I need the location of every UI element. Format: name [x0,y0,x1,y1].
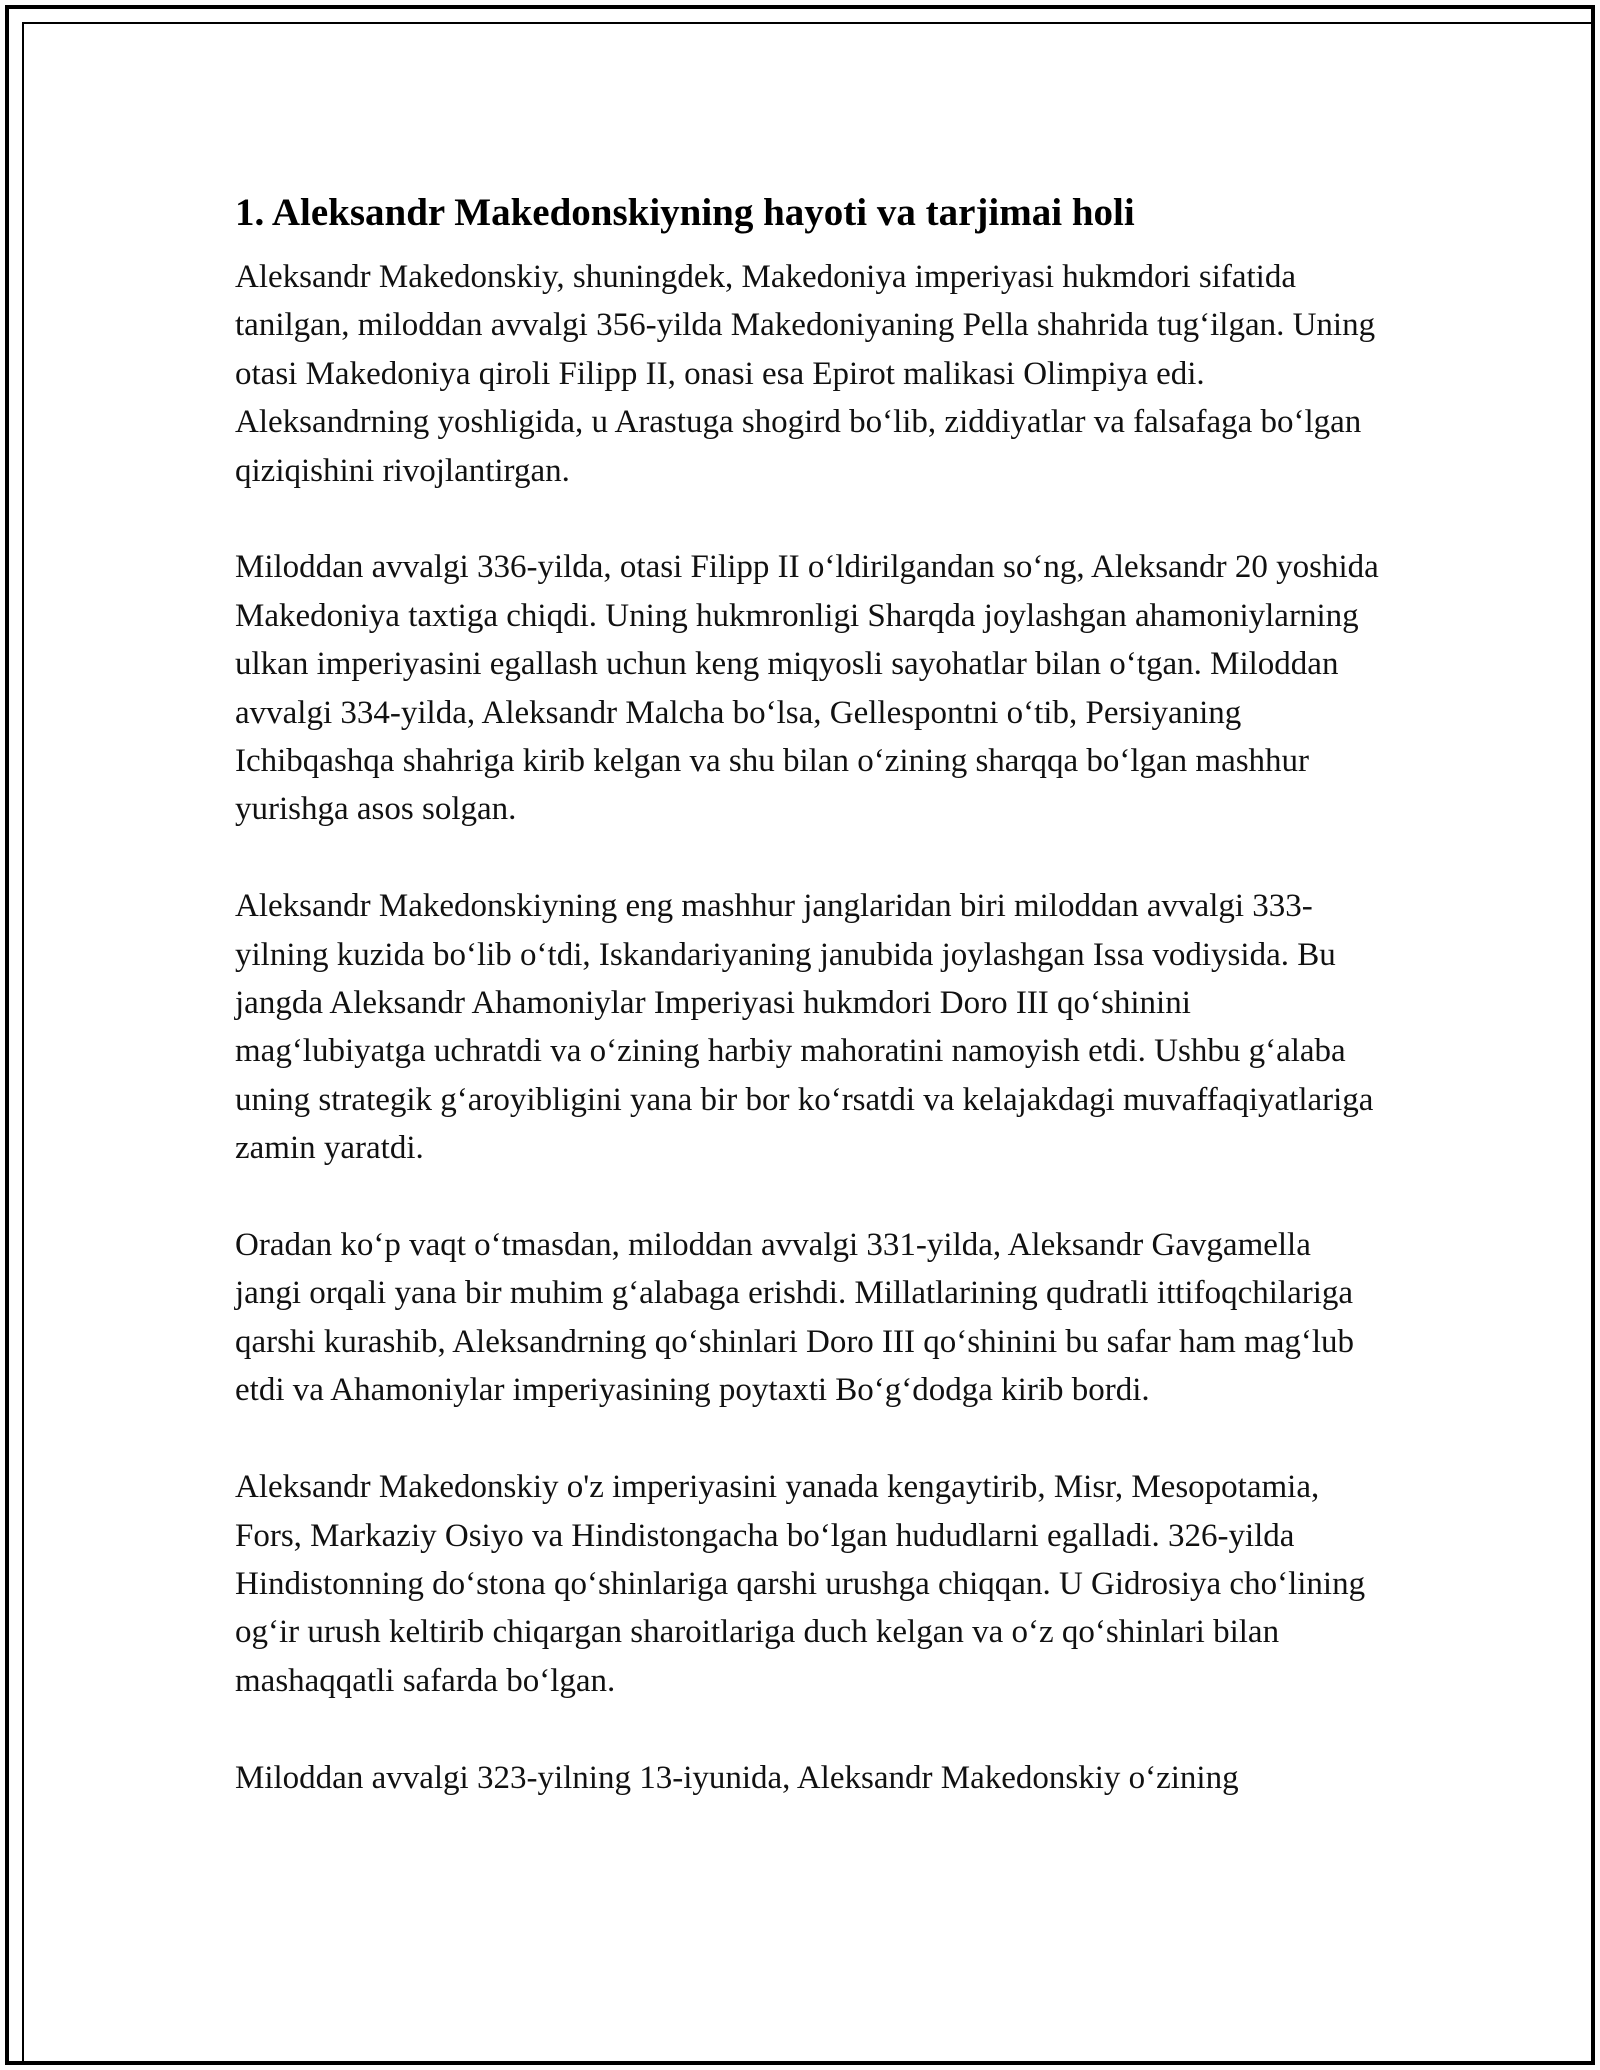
paragraph-1: Aleksandr Makedonskiy, shuningdek, Makedoniya imperiyasi hukmdori sifatida tanilgan, miloddan avvalgi 356-yilda Makedoniyaning Pella shahrida tug‘ilgan. Uning otasi Makedoniya qiroli Filipp II, onasi esa Epirot malikasi Olimpiya edi. Aleksandrning yoshligida, u Arastuga shogird bo‘lib, ziddiyatlar va falsafaga bo‘lgan qiziqishini rivojlantirgan. [235,259,1376,489]
paragraph-6: Miloddan avvalgi 323-yilning 13-iyunida, Aleksandr Makedonskiy o‘zining [235,1759,1239,1796]
paragraph-3: Aleksandr Makedonskiyning eng mashhur janglaridan biri miloddan avvalgi 333-yilning kuzida bo‘lib o‘tdi, Iskandariyaning janubida joylashgan Issa vodiysida. Bu jangda Aleksandr Ahamoniylar Imperiyasi hukmdori Doro III qo‘shinini mag‘lubiyatga uchratdi va o‘zining harbiy mahoratini namoyish etdi. Ushbu g‘alaba uning strategik g‘aroyibligini yana bir bor ko‘rsatdi va kelajakdagi muvaffaqiyatlariga zamin yaratdi. [235,888,1374,1167]
paragraph-5: Aleksandr Makedonskiy o'z imperiyasini yanada kengaytirib, Misr, Mesopotamia, Fors, Markaziy Osiyo va Hindistongacha bo‘lgan hududlarni egalladi. 326-yilda Hindistonning do‘stona qo‘shinlariga qarshi urushga chiqqan. U Gidrosiya cho‘lining og‘ir urush keltirib chiqargan sharoitlariga duch kelgan va o‘z qo‘shinlari bilan mashaqqatli safarda bo‘lgan. [235,1469,1366,1699]
document-body [235,185,1385,1850]
paragraph-4: Oradan ko‘p vaqt o‘tmasdan, miloddan avvalgi 331-yilda, Aleksandr Gavgamella jangi orqali yana bir muhim g‘alabaga erishdi. Millatlarining qudratli ittifoqchilariga qarshi kurashib, Aleksandrning qo‘shinlari Doro III qo‘shinini bu safar ham mag‘lub etdi va Ahamoniylar imperiyasining poytaxti Bo‘g‘dodga kirib bordi. [235,1227,1355,1409]
section-heading: 1. Aleksandr Makedonskiyning hayoti va tarjimai holi [235,191,1135,234]
paragraph-2: Miloddan avvalgi 336-yilda, otasi Filipp II o‘ldirilgandan so‘ng, Aleksandr 20 yoshida Makedoniya taxtiga chiqdi. Uning hukmronligi Sharqda joylashgan ahamoniylarning ulkan imperiyasini egallash uchun keng miqyosli sayohatlar bilan o‘tgan. Miloddan avvalgi 334-yilda, Aleksandr Malcha bo‘lsa, Gellespontni o‘tib, Persiyaning Ichibqashqa shahriga kirib kelgan va shu bilan o‘zining sharqqa bo‘lgan mashhur yurishga asos solgan. [235,549,1379,828]
